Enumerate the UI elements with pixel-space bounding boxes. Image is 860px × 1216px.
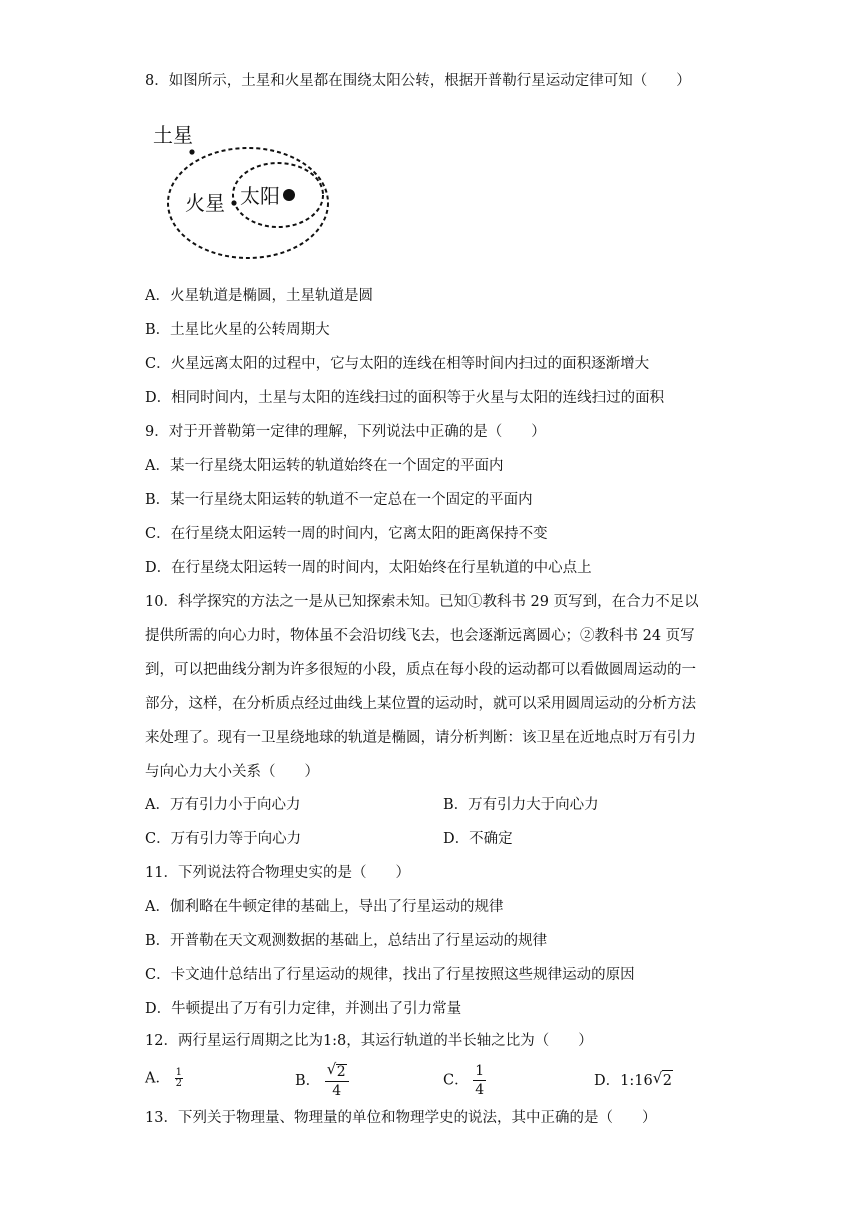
fraction [325, 1062, 349, 1100]
q9-option-b[interactable]: B．某一行星绕太阳运转的轨道不一定总在一个固定的平面内 [145, 492, 533, 508]
q12-option-b[interactable] [295, 1062, 349, 1100]
option-label: B． [295, 1073, 321, 1089]
q12-option-d[interactable] [594, 1070, 673, 1091]
denominator: 2 [175, 1078, 182, 1089]
question-13-stem: 13．下列关于物理量、物理量的单位和物理学史的说法，其中正确的是（ ） [145, 1110, 657, 1126]
q8-option-b[interactable]: B．土星比火星的公转周期大 [145, 322, 330, 338]
question-9-stem: 9．对于开普勒第一定律的理解，下列说法中正确的是（ ） [145, 424, 546, 440]
mars-dot [231, 200, 236, 205]
question-10-stem-line: 到，可以把曲线分割为许多很短的小段，质点在每小段的运动都可以看做圆周运动的一 [145, 662, 696, 678]
denominator: 4 [475, 1082, 485, 1098]
fraction [175, 1068, 183, 1089]
saturn-label: 土星 [153, 123, 193, 147]
q11-option-c[interactable]: C．卡文迪什总结出了行星运动的规律，找出了行星按照这些规律运动的原因 [145, 967, 635, 983]
q8-option-c[interactable]: C．火星远离太阳的过程中，它与太阳的连线在相等时间内扫过的面积逐渐增大 [145, 356, 650, 372]
question-10-stem-line: 来处理了。现有一卫星绕地球的轨道是椭圆，请分析判断：该卫星在近地点时万有引力 [145, 730, 696, 746]
option-label: D． [594, 1073, 621, 1089]
question-10-stem-line: 提供所需的向心力时，物体虽不会沿切线飞去，也会逐渐远离圆心；②教科书 24 页写 [145, 628, 695, 644]
sun-dot [283, 189, 295, 201]
q10-option-d[interactable]: D．不确定 [443, 831, 513, 847]
q10-option-b[interactable]: B．万有引力大于向心力 [443, 797, 599, 813]
q8-option-d[interactable]: D．相同时间内，土星与太阳的连线扫过的面积等于火星与太阳的连线扫过的面积 [145, 390, 665, 406]
sqrt-sign: √ 2 [326, 1060, 346, 1080]
q11-option-d[interactable]: D．牛顿提出了万有引力定律，并测出了引力常量 [145, 1001, 462, 1017]
q12-option-a[interactable] [145, 1068, 183, 1089]
sqrt-sign: √ 2 [652, 1069, 672, 1089]
ratio-text: 1:16 [620, 1073, 653, 1089]
question-10-stem-line: 与向心力大小关系（ ） [145, 764, 319, 780]
q9-option-a[interactable]: A．某一行星绕太阳运转的轨道始终在一个固定的平面内 [145, 458, 504, 474]
sun-label: 太阳 [240, 184, 280, 208]
q12-option-c[interactable] [443, 1062, 486, 1099]
q10-option-c[interactable]: C．万有引力等于向心力 [145, 831, 302, 847]
option-label: A． [145, 1070, 170, 1087]
numerator [325, 1062, 349, 1081]
q8-option-a[interactable]: A．火星轨道是椭圆，土星轨道是圆 [145, 288, 373, 304]
solar-orbit-figure [148, 115, 348, 265]
q9-option-c[interactable]: C．在行星绕太阳运转一周的时间内，它离太阳的距离保持不变 [145, 526, 548, 542]
question-10-stem-line: 部分，这样，在分析质点经过曲线上某位置的运动时，就可以采用圆周运动的分析方法 [145, 696, 696, 712]
question-8-stem: 8．如图所示，土星和火星都在围绕太阳公转，根据开普勒行星运动定律可知（ ） [145, 73, 691, 89]
denominator: 4 [325, 1081, 349, 1100]
question-11-stem: 11．下列说法符合物理史实的是（ ） [145, 865, 410, 881]
saturn-dot [189, 149, 194, 154]
numerator: 1 [475, 1063, 485, 1079]
option-label: C． [443, 1072, 469, 1089]
mars-label: 火星 [185, 191, 225, 215]
numerator: 1 [175, 1067, 182, 1078]
q11-option-b[interactable]: B．开普勒在天文观测数据的基础上，总结出了行星运动的规律 [145, 933, 548, 949]
q11-option-a[interactable]: A．伽利略在牛顿定律的基础上，导出了行星运动的规律 [145, 899, 504, 915]
question-12-stem: 12．两行星运行周期之比为1:8，其运行轨道的半长轴之比为（ ） [145, 1033, 593, 1049]
question-10-stem-line: 10．科学探究的方法之一是从已知探索未知。已知①教科书 29 页写到，在合力不足以 [145, 594, 699, 610]
fraction [473, 1062, 486, 1099]
q9-option-d[interactable]: D．在行星绕太阳运转一周的时间内，太阳始终在行星轨道的中心点上 [145, 560, 592, 576]
q10-option-a[interactable]: A．万有引力小于向心力 [145, 797, 301, 813]
